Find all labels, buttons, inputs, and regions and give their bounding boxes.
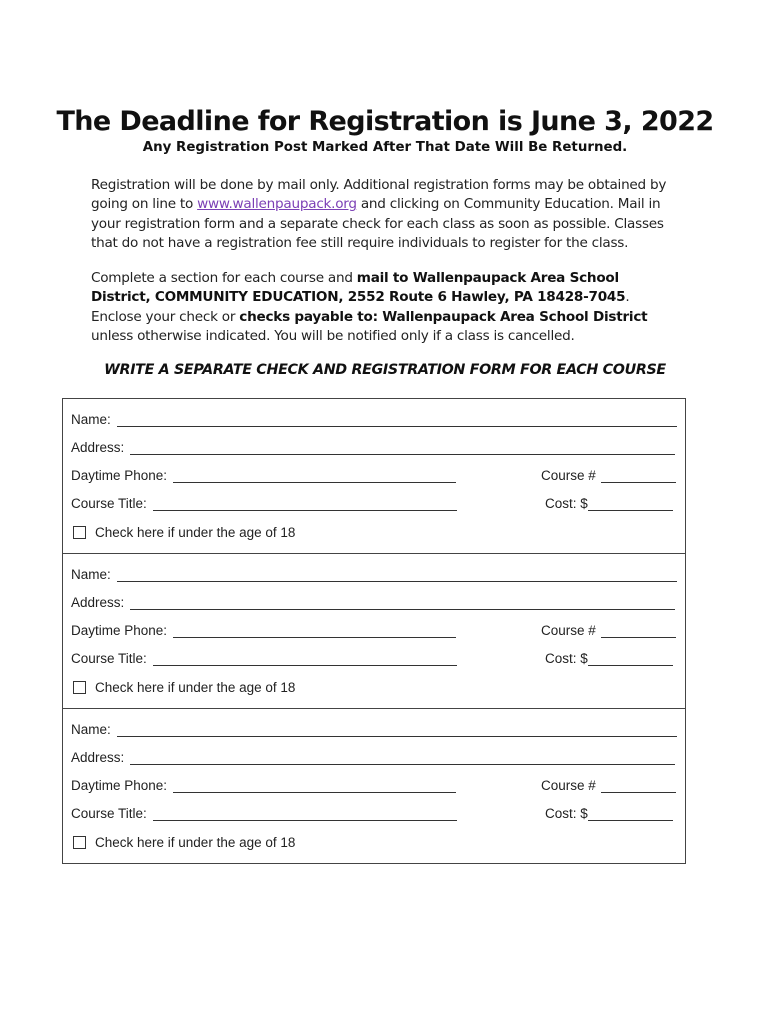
cost-label: Cost: $ — [545, 806, 588, 821]
cost-group — [545, 806, 673, 821]
registration-form-3 — [63, 708, 685, 863]
under-18-label: Check here if under the age of 18 — [95, 680, 296, 696]
under-18-checkbox[interactable] — [73, 836, 86, 849]
registration-form-2 — [63, 553, 685, 708]
name-field[interactable] — [117, 567, 677, 582]
phone-label: Daytime Phone: — [71, 623, 168, 638]
instructions-paragraph — [91, 176, 691, 253]
under-18-label: Check here if under the age of 18 — [95, 525, 296, 541]
under-18-row — [71, 835, 677, 853]
paragraph-line — [91, 288, 691, 307]
mailing-address-bold: mail to Wallenpaupack Area School — [356, 270, 619, 286]
name-field[interactable] — [117, 412, 677, 427]
registration-form-1 — [63, 399, 685, 553]
phone-field[interactable] — [173, 623, 456, 638]
phone-field[interactable] — [173, 468, 456, 483]
course-number-field[interactable] — [601, 468, 676, 483]
registration-forms — [62, 398, 686, 864]
website-link[interactable]: www.wallenpaupack.org — [197, 196, 357, 213]
under-18-row — [71, 680, 677, 698]
phone-row — [71, 778, 677, 796]
paragraph-text: Complete a section for each course and — [91, 270, 357, 286]
course-number-group — [541, 468, 676, 483]
course-number-label: Course # — [541, 468, 596, 483]
address-label: Address: — [71, 750, 125, 765]
course-title-row — [71, 806, 677, 824]
course-title-label: Course Title: — [71, 496, 147, 511]
address-field[interactable] — [130, 595, 675, 610]
payable-to-bold: checks payable to: Wallenpaupack Area School District — [239, 308, 648, 325]
phone-label: Daytime Phone: — [71, 468, 168, 483]
phone-row — [71, 468, 677, 486]
course-title-field[interactable] — [153, 806, 457, 821]
paragraph-line: that do not have a registration fee still require individuals to register for the class. — [91, 234, 629, 251]
course-title-row — [71, 651, 677, 669]
address-row — [71, 440, 677, 458]
paragraph-text: Enclose your check or — [91, 308, 240, 325]
course-title-field[interactable] — [153, 496, 457, 511]
page-subtitle: Any Registration Post Marked After That Date Will Be Returned. — [142, 140, 628, 155]
paragraph-line: your registration form and a separate check for each class as soon as possible. Classes — [91, 215, 664, 232]
page-title: The Deadline for Registration is June 3, 2022 — [56, 106, 714, 137]
name-field[interactable] — [117, 722, 677, 737]
paragraph-line: unless otherwise indicated. You will be notified only if a class is cancelled. — [91, 327, 575, 344]
paragraph-line — [91, 195, 691, 214]
separate-check-banner: WRITE A SEPARATE CHECK AND REGISTRATION FORM FOR EACH COURSE — [104, 362, 666, 378]
cost-field[interactable] — [588, 651, 673, 666]
name-label: Name: — [71, 567, 111, 582]
under-18-checkbox[interactable] — [73, 681, 86, 694]
under-18-label: Check here if under the age of 18 — [95, 835, 296, 851]
address-field[interactable] — [130, 440, 675, 455]
under-18-row — [71, 525, 677, 543]
paragraph-line — [91, 269, 691, 288]
address-row — [71, 595, 677, 613]
phone-row — [71, 623, 677, 641]
name-label: Name: — [71, 722, 111, 737]
phone-field[interactable] — [173, 778, 456, 793]
course-title-label: Course Title: — [71, 806, 147, 821]
mailing-paragraph — [91, 269, 691, 346]
paragraph-text: and clicking on Community Education. Mail in — [356, 196, 661, 213]
course-number-field[interactable] — [601, 778, 676, 793]
cost-group — [545, 651, 673, 666]
name-label: Name: — [71, 412, 111, 427]
paragraph-line — [91, 308, 691, 327]
cost-label: Cost: $ — [545, 651, 588, 666]
course-number-label: Course # — [541, 778, 596, 793]
address-label: Address: — [71, 595, 125, 610]
phone-label: Daytime Phone: — [71, 778, 168, 793]
cost-field[interactable] — [588, 496, 673, 511]
paragraph-text: going on line to — [91, 196, 198, 213]
course-title-label: Course Title: — [71, 651, 147, 666]
cost-field[interactable] — [588, 806, 673, 821]
address-field[interactable] — [130, 750, 675, 765]
name-row — [71, 567, 677, 585]
course-number-field[interactable] — [601, 623, 676, 638]
course-number-group — [541, 778, 676, 793]
mailing-address-bold: District, COMMUNITY EDUCATION, 2552 Route 6 Hawley, PA 18428-7045 — [91, 289, 626, 306]
name-row — [71, 722, 677, 740]
name-row — [71, 412, 677, 430]
cost-group — [545, 496, 673, 511]
course-number-label: Course # — [541, 623, 596, 638]
under-18-checkbox[interactable] — [73, 526, 86, 539]
paragraph-line: Registration will be done by mail only. Additional registration forms may be obtained by — [91, 177, 667, 193]
address-label: Address: — [71, 440, 125, 455]
course-title-row — [71, 496, 677, 514]
cost-label: Cost: $ — [545, 496, 588, 511]
course-title-field[interactable] — [153, 651, 457, 666]
paragraph-text: . — [625, 289, 630, 306]
address-row — [71, 750, 677, 768]
course-number-group — [541, 623, 676, 638]
